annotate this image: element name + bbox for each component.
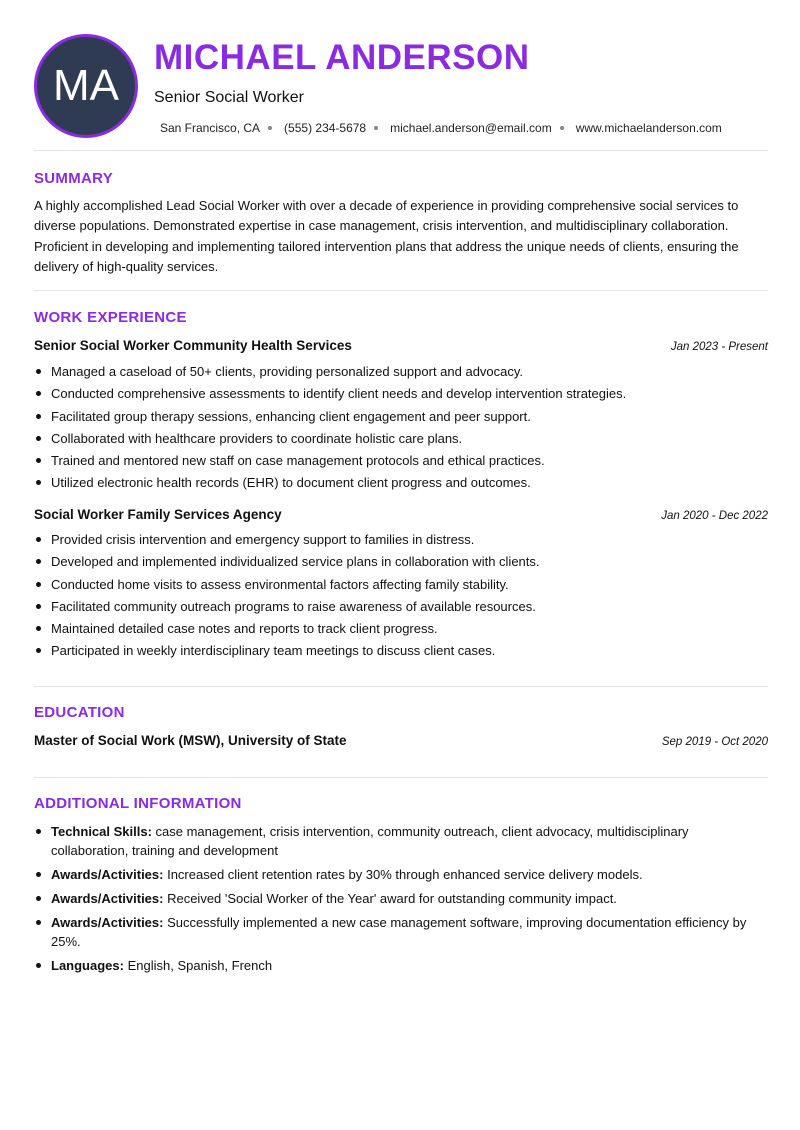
- list-item: Conducted comprehensive assessments to identify client needs and develop intervention strategies.: [51, 384, 768, 403]
- section-divider: [34, 290, 768, 291]
- section-divider: [34, 686, 768, 687]
- avatar: [34, 34, 138, 138]
- list-item: Developed and implemented individualized service plans in collaboration with clients.: [51, 552, 768, 571]
- separator-dot: [268, 126, 272, 130]
- item-text: English, Spanish, French: [123, 958, 273, 973]
- job-header: [34, 507, 768, 522]
- contact-phone: (555) 234-5678: [284, 121, 367, 135]
- contact-line: [160, 121, 722, 135]
- job-date: Jan 2023 - Present: [670, 341, 768, 353]
- education-date: Sep 2019 - Oct 2020: [661, 736, 768, 748]
- degree: Master of Social Work (MSW), University of State: [34, 733, 347, 748]
- list-item: [51, 822, 768, 860]
- job-role: Social Worker Family Services Agency: [34, 507, 282, 522]
- item-text: Increased client retention rates by 30% through enhanced service delivery models.: [163, 867, 643, 882]
- additional-heading: ADDITIONAL INFORMATION: [34, 795, 242, 812]
- list-item: Maintained detailed case notes and reports to track client progress.: [51, 619, 768, 638]
- separator-dot: [374, 126, 378, 130]
- item-text: case management, crisis intervention, community outreach, client advocacy, multidisciplinary collaboration, training and development: [51, 824, 689, 858]
- list-item: Facilitated community outreach programs to raise awareness of available resources.: [51, 597, 768, 616]
- candidate-name: MICHAEL ANDERSON: [154, 38, 530, 77]
- list-item: Participated in weekly interdisciplinary team meetings to discuss client cases.: [51, 641, 768, 660]
- list-item: Facilitated group therapy sessions, enhancing client engagement and peer support.: [51, 407, 768, 426]
- additional-list: [51, 822, 768, 980]
- item-label: Languages:: [51, 958, 124, 973]
- list-item: Collaborated with healthcare providers to coordinate holistic care plans.: [51, 429, 768, 448]
- candidate-title: Senior Social Worker: [154, 89, 304, 106]
- contact-email[interactable]: michael.anderson@email.com: [390, 121, 552, 135]
- list-item: Provided crisis intervention and emergency support to families in distress.: [51, 530, 768, 549]
- job-bullets: [51, 362, 768, 496]
- list-item: [51, 865, 768, 884]
- resume-header: [34, 34, 768, 138]
- education-heading: EDUCATION: [34, 704, 125, 721]
- item-text: Received 'Social Worker of the Year' award for outstanding community impact.: [163, 891, 617, 906]
- experience-heading: WORK EXPERIENCE: [34, 309, 187, 326]
- job-role: Senior Social Worker Community Health Services: [34, 338, 352, 353]
- item-text: Successfully implemented a new case management software, improving documentation efficiency by 25%.: [51, 915, 747, 949]
- separator-dot: [560, 126, 564, 130]
- item-label: Awards/Activities:: [51, 867, 164, 882]
- list-item: Conducted home visits to assess environmental factors affecting family stability.: [51, 575, 768, 594]
- item-label: Technical Skills:: [51, 824, 152, 839]
- list-item: Trained and mentored new staff on case management protocols and ethical practices.: [51, 451, 768, 470]
- list-item: Utilized electronic health records (EHR) to document client progress and outcomes.: [51, 473, 768, 492]
- item-label: Awards/Activities:: [51, 915, 164, 930]
- summary-heading: SUMMARY: [34, 170, 114, 187]
- list-item: [51, 889, 768, 908]
- avatar-initials: MA: [53, 61, 119, 110]
- contact-location: San Francisco, CA: [160, 121, 261, 135]
- education-entry: [34, 733, 768, 748]
- job-header: [34, 338, 768, 353]
- job-date: Jan 2020 - Dec 2022: [661, 510, 768, 522]
- item-label: Awards/Activities:: [51, 891, 164, 906]
- contact-website[interactable]: www.michaelanderson.com: [575, 121, 722, 135]
- job-bullets: [51, 530, 768, 664]
- section-divider: [34, 150, 768, 151]
- list-item: Managed a caseload of 50+ clients, providing personalized support and advocacy.: [51, 362, 768, 381]
- summary-text: A highly accomplished Lead Social Worker with over a decade of experience in providing comprehensive social services to diverse populations. Demonstrated expertise in case management, crisis intervention, and multidisciplinary collaboration. Proficient in developing and implementing tailored intervention plans that address the unique needs of clients, ensuring the delivery of high-quality services.: [34, 198, 739, 274]
- section-divider: [34, 777, 768, 778]
- list-item: [51, 913, 768, 951]
- list-item: [51, 956, 768, 975]
